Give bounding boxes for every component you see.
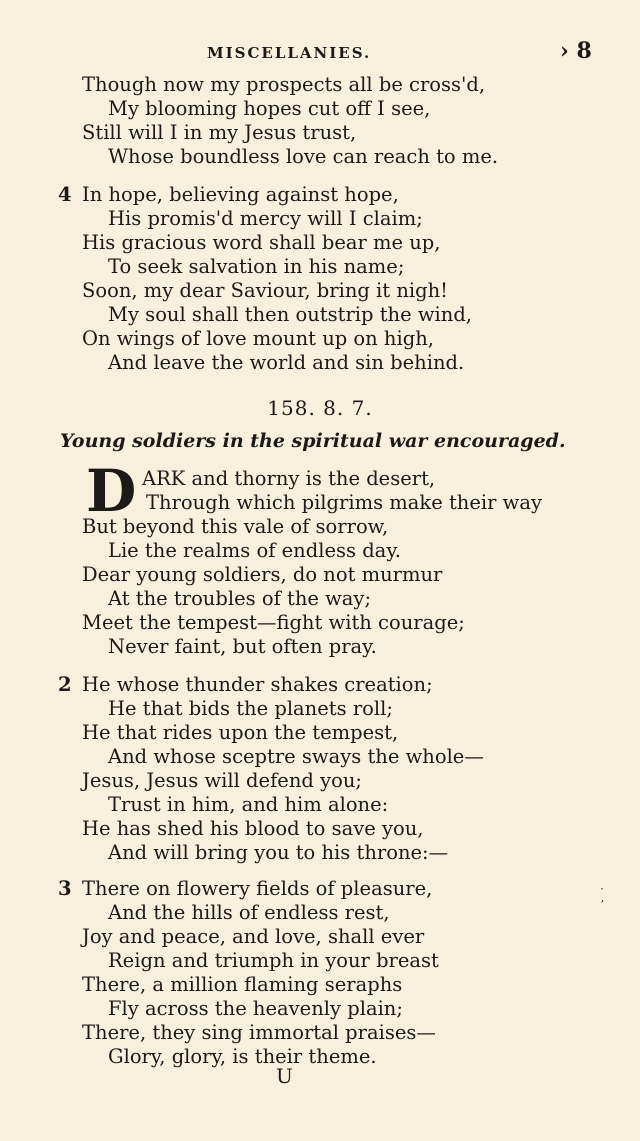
verse-line: And whose sceptre sways the whole—	[108, 745, 484, 768]
page-number: › 8	[560, 38, 592, 64]
verse-line: Lie the realms of endless day.	[108, 539, 401, 562]
page-header	[0, 38, 640, 68]
verse-line: His gracious word shall bear me up,	[82, 231, 441, 254]
verse-line: And will bring you to his throne:—	[108, 841, 449, 864]
verse-line: On wings of love mount up on high,	[82, 327, 434, 350]
verse-line: Reign and triumph in your breast	[108, 949, 439, 972]
signature-mark: U	[276, 1064, 293, 1088]
verse-line: Trust in him, and him alone:	[108, 793, 389, 816]
verse-line: Dear young soldiers, do not murmur	[82, 563, 443, 586]
verse-line: Though now my prospects all be cross'd,	[82, 73, 486, 96]
verse-line: My soul shall then outstrip the wind,	[108, 303, 472, 326]
verse-line: Fly across the heavenly plain;	[108, 997, 403, 1020]
verse-line: My blooming hopes cut off I see,	[108, 97, 431, 120]
verse-line: At the troubles of the way;	[108, 587, 372, 610]
verse-line: He has shed his blood to save you,	[82, 817, 424, 840]
verse-line: Still will I in my Jesus trust,	[82, 121, 357, 144]
verse-line: He whose thunder shakes creation;	[82, 673, 433, 696]
drop-cap: D	[86, 457, 137, 525]
verse-line: And the hills of endless rest,	[108, 901, 390, 924]
verse-line: He that bids the planets roll;	[108, 697, 393, 720]
verse-line: ARK and thorny is the desert,	[142, 467, 436, 490]
verse-line: There, a million flaming seraphs	[82, 973, 403, 996]
verse-line: But beyond this vale of sorrow,	[82, 515, 389, 538]
stanza-number: 4	[58, 183, 72, 206]
verse-line: Joy and peace, and love, shall ever	[82, 925, 425, 948]
margin-speck: ·	[600, 882, 604, 896]
verse-line: Whose boundless love can reach to me.	[108, 145, 499, 168]
hymn-subtitle: Young soldiers in the spiritual war encouraged.	[60, 430, 566, 452]
verse-line: Soon, my dear Saviour, bring it nigh!	[82, 279, 449, 302]
stanza-number: 2	[58, 673, 72, 696]
margin-speck: ʼ	[600, 898, 604, 912]
verse-line: His promis'd mercy will I claim;	[108, 207, 423, 230]
verse-line: Jesus, Jesus will defend you;	[82, 769, 362, 792]
stanza-number: 3	[58, 877, 72, 900]
verse-line: There, they sing immortal praises—	[82, 1021, 436, 1044]
verse-line: And leave the world and sin behind.	[108, 351, 465, 374]
verse-line: Never faint, but often pray.	[108, 635, 377, 658]
verse-line: To seek salvation in his name;	[108, 255, 405, 278]
verse-line: There on flowery fields of pleasure,	[82, 877, 433, 900]
verse-line: In hope, believing against hope,	[82, 183, 399, 206]
running-title: MISCELLANIES.	[207, 44, 372, 62]
verse-line: Glory, glory, is their theme.	[108, 1045, 377, 1068]
verse-line: Through which pilgrims make their way	[146, 491, 542, 514]
verse-line: Meet the tempest—fight with courage;	[82, 611, 465, 634]
verse-line: He that rides upon the tempest,	[82, 721, 399, 744]
hymn-heading: 158. 8. 7.	[267, 396, 373, 420]
